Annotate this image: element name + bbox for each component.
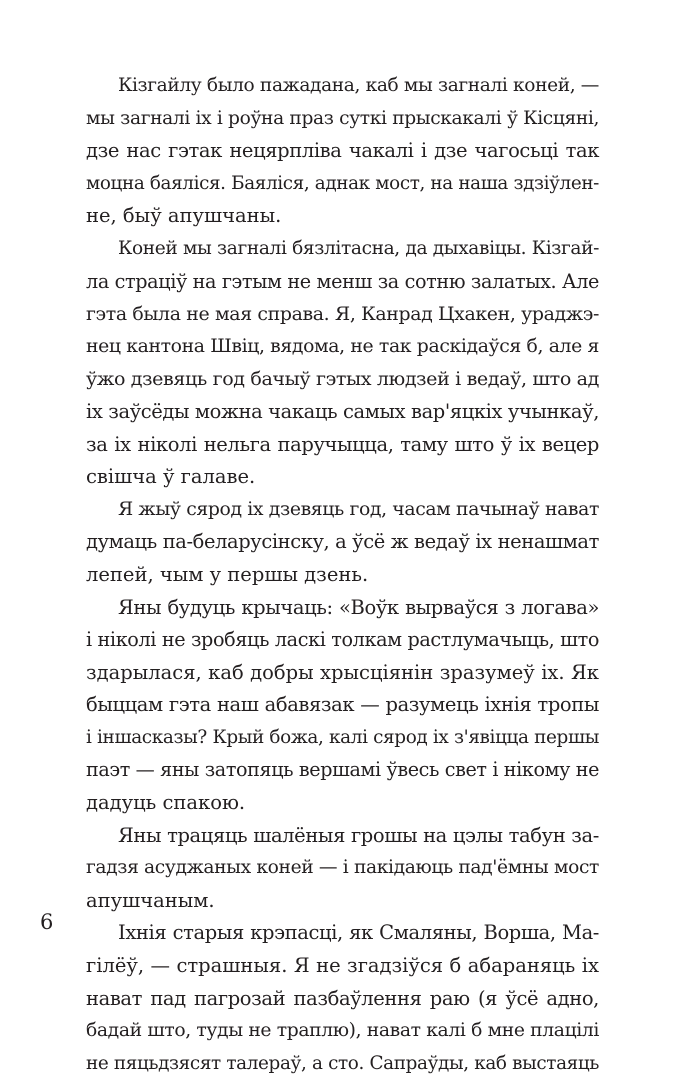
text-line: мы загналі іх і роўна праз суткі прыскакалі ў Кісцяні,	[86, 107, 599, 129]
text-line: дзе нас гэтак нецярпліва чакалі і дзе чагосьці так	[86, 139, 599, 163]
text-line: лепей, чым у першы дзень.	[86, 562, 369, 586]
text-line: гадзя асуджаных коней — і пакідаюць пад'ёмны мост	[86, 857, 599, 879]
page-number: 6	[40, 910, 54, 934]
text-line: не, быў апушчаны.	[86, 204, 282, 228]
text-line: апушчаным.	[86, 888, 215, 912]
text-line: гілёў, — страшныя. Я не згадзіўся б абараняць іх	[86, 954, 599, 978]
text-line: моцна баяліся. Баяліся, аднак мост, на наша здзіўлен-	[86, 172, 599, 194]
text-line: і ніколі не зробяць ласкі толкам растлумачыць, што	[86, 628, 599, 652]
text-line: Іхнія старыя крэпасці, як Смаляны, Ворша, Ма-	[118, 921, 599, 945]
text-line: Яны трацяць шалёныя грошы на цэлы табун за-	[118, 823, 599, 847]
text-line: быццам гэта наш абавязак — разумець іхнія тропы	[86, 693, 599, 717]
text-line: ла страціў на гэтым не менш за сотню залатых. Але	[86, 269, 599, 293]
text-line: ўжо дзевяць год бачыў гэтых людзей і ведаў, што ад	[86, 368, 599, 391]
text-line: Я жыў сярод іх дзевяць год, часам пачынаў нават	[118, 498, 599, 520]
text-line: не пяцьдзясят талераў, а сто. Сапраўды, каб выстаяць	[86, 1052, 599, 1074]
text-line: здарылася, каб добры хрысціянін зразумеў іх. Як	[86, 660, 599, 684]
text-line: гэта была не мая справа. Я, Канрад Цхакен, ураджэ-	[86, 303, 599, 326]
text-line: дадуць спакою.	[86, 791, 246, 815]
text-line: свішча ў галаве.	[86, 465, 256, 489]
text-line: паэт — яны затопяць вершамі ўвесь свет і нікому не	[86, 758, 599, 782]
text-line: і іншасказы? Крый божа, калі сярод іх з'явіцца першы	[86, 726, 599, 748]
text-line: думаць па-беларусінску, а ўсё ж ведаў іх ненашмат	[86, 530, 599, 554]
text-line: Яны будуць крычаць: «Воўк вырваўся з логава»	[118, 595, 599, 619]
text-line: бадай што, туды не траплю), нават калі б мне плацілі	[86, 1020, 599, 1042]
text-line: Коней мы загналі бязлітасна, да дыхавіцы. Кізгай-	[118, 237, 599, 259]
text-line: іх заўсёды можна чакаць самых вар'яцкіх учынкаў,	[86, 399, 599, 423]
text-line: нават пад пагрозай пазбаўлення раю (я ўсё адно,	[86, 986, 599, 1010]
body-text	[86, 70, 599, 1080]
text-line: Кізгайлу было пажадана, каб мы загналі коней, —	[118, 75, 599, 96]
text-line: за іх ніколі нельга паручыцца, таму што ў іх вецер	[86, 432, 599, 456]
text-line: нец кантона Швіц, вядома, не так раскідаўся б, але я	[86, 335, 599, 357]
